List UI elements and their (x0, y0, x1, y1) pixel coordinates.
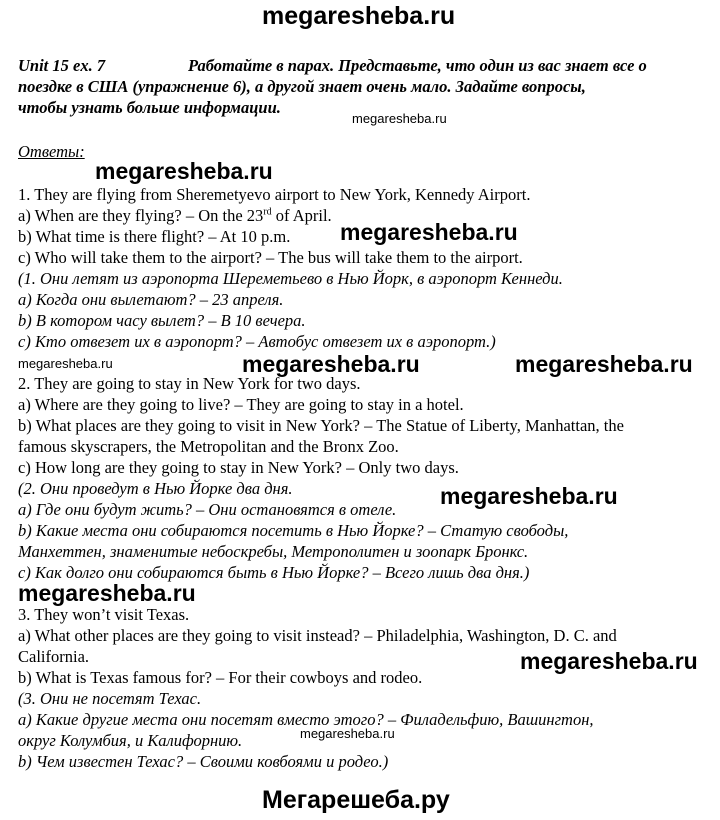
translation-line: b) В котором часу вылет? – В 10 вечера. (18, 311, 306, 330)
answer-line: California. (18, 647, 90, 666)
answer-line: b) What time is there flight? – At 10 p.m. (18, 227, 291, 246)
translation-line: (3. Они не посетят Техас. (18, 689, 202, 708)
task-instruction-line-2: поездке в США (упражнение 6), а другой знает очень мало. Задайте вопросы, (18, 77, 586, 96)
watermark: megaresheba.ru (300, 726, 395, 741)
watermark: megaresheba.ru (18, 580, 196, 606)
answer-line: famous skyscrapers, the Metropolitan and the Bronx Zoo. (18, 437, 399, 456)
task-instruction-line-3: чтобы узнать больше информации. (18, 98, 281, 117)
translation-line: а) Где они будут жить? – Они остановятся в отеле. (18, 500, 397, 519)
task-instruction-line-1: Работайте в парах. Представьте, что один из вас знает все о (188, 56, 647, 75)
translation-line: а) Когда они вылетают? – 23 апреля. (18, 290, 284, 309)
answer-line: 2. They are going to stay in New York for two days. (18, 374, 361, 393)
translation-line: Манхеттен, знаменитые небоскребы, Метрополитен и зоопарк Бронкс. (18, 542, 529, 561)
answer-line-text: of April. (271, 206, 332, 225)
translation-line: b) Чем известен Техас? – Своими ковбоями и родео.) (18, 752, 389, 771)
watermark: megaresheba.ru (242, 351, 420, 377)
answer-line: b) What is Texas famous for? – For their cowboys and rodeo. (18, 668, 423, 687)
watermark: megaresheba.ru (515, 351, 693, 377)
watermark: megaresheba.ru (520, 648, 698, 674)
answer-line: 1. They are flying from Sheremetyevo airport to New York, Kennedy Airport. (18, 185, 531, 204)
answer-line (18, 206, 332, 226)
translation-line: округ Колумбия, и Калифорнию. (18, 731, 243, 750)
translation-line: (1. Они летят из аэропорта Шереметьево в Нью Йорк, в аэропорт Кеннеди. (18, 269, 563, 288)
ordinal-suffix: rd (263, 206, 272, 218)
site-header-watermark: megaresheba.ru (262, 2, 456, 30)
translation-line: а) Какие другие места они посетят вместо этого? – Филадельфию, Вашингтон, (18, 710, 594, 729)
watermark: megaresheba.ru (440, 483, 618, 509)
answer-line: c) Who will take them to the airport? – The bus will take them to the airport. (18, 248, 523, 267)
watermark: megaresheba.ru (18, 356, 113, 371)
watermark: megaresheba.ru (95, 158, 273, 184)
unit-label: Unit 15 ex. 7 (18, 56, 106, 75)
translation-line: b) Какие места они собираются посетить в Нью Йорке? – Статую свободы, (18, 521, 569, 540)
translation-line: c) Как долго они собираются быть в Нью Йорке? – Всего лишь два дня.) (18, 563, 530, 582)
site-footer-watermark: Мегарешеба.ру (262, 786, 450, 814)
translation-line: c) Кто отвезет их в аэропорт? – Автобус отвезет их в аэропорт.) (18, 332, 496, 351)
answer-line: a) Where are they going to live? – They are going to stay in a hotel. (18, 395, 464, 414)
answer-line: c) How long are they going to stay in New York? – Only two days. (18, 458, 459, 477)
watermark: megaresheba.ru (340, 219, 518, 245)
watermark: megaresheba.ru (352, 111, 447, 126)
answer-line: 3. They won’t visit Texas. (18, 605, 190, 624)
answer-line: b) What places are they going to visit in New York? – The Statue of Liberty, Manhattan, the (18, 416, 624, 435)
answer-line: a) What other places are they going to visit instead? – Philadelphia, Washington, D. C. and (18, 626, 617, 645)
translation-line: (2. Они проведут в Нью Йорке два дня. (18, 479, 293, 498)
answer-line-text: a) When are they flying? – On the 23 (18, 206, 264, 225)
answers-label: Ответы: (18, 142, 85, 161)
